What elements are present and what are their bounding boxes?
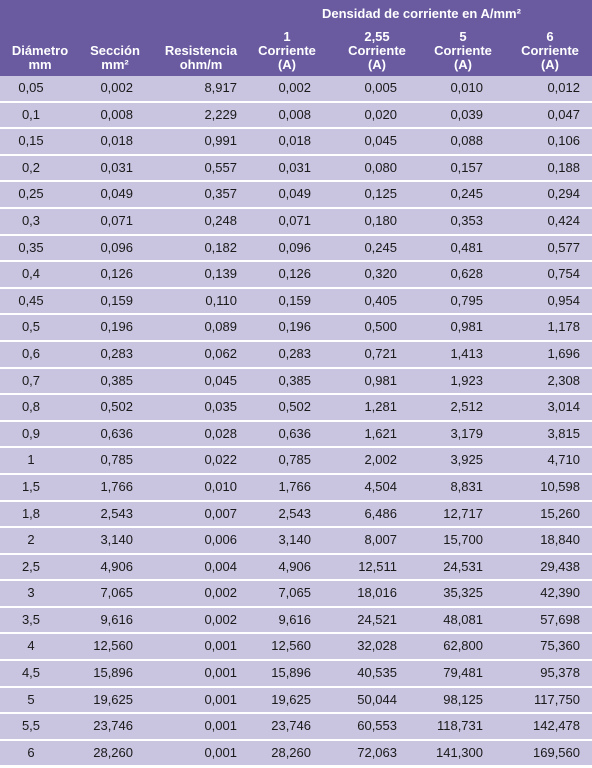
table-row <box>0 608 592 635</box>
table-cell: 0,05 <box>18 80 44 95</box>
header-line: Sección <box>90 43 140 58</box>
table-cell: 0,002 <box>204 611 237 627</box>
table-row <box>0 209 592 236</box>
table-cell: 24,531 <box>443 558 483 574</box>
table-cell: 79,481 <box>443 665 483 681</box>
table-cell: 0,022 <box>204 452 237 468</box>
table-cell: 0,188 <box>547 159 580 175</box>
table-cell: 0,3 <box>21 212 41 228</box>
table-cell: 0,35 <box>18 239 44 255</box>
table-cell: 1,413 <box>450 345 483 361</box>
header-corriente-6 <box>512 20 588 72</box>
header-seccion <box>80 20 150 72</box>
table-cell: 9,616 <box>100 611 133 627</box>
table-cell: 142,478 <box>533 718 580 734</box>
table-cell: 2,308 <box>547 372 580 388</box>
header-corriente-2-55 <box>340 20 414 72</box>
header-corriente-5 <box>426 20 500 72</box>
table-cell: 3,140 <box>278 532 311 548</box>
table-cell: 0,721 <box>364 345 397 361</box>
table-row <box>0 555 592 582</box>
table-cell: 5 <box>27 691 35 707</box>
table-cell: 10,598 <box>540 478 580 494</box>
table-cell: 1 <box>27 452 35 468</box>
table-cell: 4 <box>27 638 35 654</box>
table-cell: 75,360 <box>540 638 580 654</box>
table-cell: 0,245 <box>450 186 483 202</box>
table-cell: 0,039 <box>450 106 483 122</box>
table-cell: 1,621 <box>364 425 397 441</box>
header-corriente-1 <box>252 20 322 72</box>
table-cell: 1,766 <box>100 478 133 494</box>
table-cell: 0,031 <box>278 159 311 175</box>
table-cell: 0,245 <box>364 239 397 255</box>
table-cell: 0,045 <box>364 133 397 149</box>
table-cell: 0,385 <box>100 372 133 388</box>
table-cell: 0,754 <box>547 266 580 282</box>
table-cell: 2,512 <box>450 399 483 415</box>
table-cell: 117,750 <box>533 691 580 707</box>
table-cell: 3 <box>27 585 35 601</box>
table-cell: 1,281 <box>364 399 397 415</box>
table-cell: 0,110 <box>205 292 237 308</box>
table-cell: 0,049 <box>278 186 311 202</box>
header-line: mm² <box>101 57 129 72</box>
table-cell: 0,080 <box>364 159 397 175</box>
header-diametro <box>0 20 80 72</box>
table-cell: 15,896 <box>93 665 133 681</box>
table-cell: 3,815 <box>547 425 580 441</box>
table-cell: 48,081 <box>443 611 483 627</box>
header-line: 6 <box>546 29 554 44</box>
table-cell: 0,353 <box>450 212 483 228</box>
table-cell: 0,001 <box>204 665 237 681</box>
table-cell: 0,010 <box>204 478 237 494</box>
table-cell: 0,071 <box>278 212 311 228</box>
table-cell: 0,182 <box>204 239 237 255</box>
table-cell: 0,954 <box>547 292 580 308</box>
table-cell: 0,010 <box>450 80 483 95</box>
header-line: Corriente <box>434 43 492 58</box>
header-line: (A) <box>453 57 473 72</box>
table-cell: 0,283 <box>278 345 311 361</box>
table-cell: 1,766 <box>278 478 311 494</box>
table-cell: 0,159 <box>278 292 311 308</box>
table-cell: 8,007 <box>364 532 397 548</box>
table-row <box>0 714 592 741</box>
table-cell: 3,925 <box>450 452 483 468</box>
table-cell: 0,096 <box>100 239 133 255</box>
table-cell: 42,390 <box>540 585 580 601</box>
table-row <box>0 76 592 103</box>
header-line: Corriente <box>348 43 406 58</box>
table-cell: 2,5 <box>21 558 41 574</box>
table-cell: 0,283 <box>100 345 133 361</box>
table-cell: 0,981 <box>450 319 483 335</box>
table-cell: 0,159 <box>100 292 133 308</box>
table-cell: 0,481 <box>450 239 483 255</box>
table-cell: 3,140 <box>100 532 133 548</box>
table-cell: 1,178 <box>547 319 580 335</box>
table-cell: 0,785 <box>100 452 133 468</box>
table-row <box>0 369 592 396</box>
table-cell: 72,063 <box>357 744 397 760</box>
header-line: (A) <box>367 57 387 72</box>
table-cell: 98,125 <box>443 691 483 707</box>
table-cell: 0,25 <box>18 186 44 202</box>
table-cell: 0,424 <box>547 212 580 228</box>
table-cell: 12,717 <box>443 505 483 521</box>
table-cell: 0,45 <box>18 292 44 308</box>
table-cell: 0,577 <box>547 239 580 255</box>
table-cell: 2,543 <box>100 505 133 521</box>
table-cell: 0,795 <box>450 292 483 308</box>
table-cell: 0,002 <box>204 585 237 601</box>
table-cell: 0,320 <box>364 266 397 282</box>
table-row <box>0 395 592 422</box>
table-cell: 2 <box>27 532 35 548</box>
table-cell: 0,4 <box>21 266 41 282</box>
table-cell: 0,8 <box>21 399 41 415</box>
table-row <box>0 528 592 555</box>
table-row <box>0 634 592 661</box>
table-cell: 12,511 <box>358 558 397 574</box>
table-cell: 3,014 <box>547 399 580 415</box>
table-cell: 40,535 <box>357 665 397 681</box>
header-resistencia <box>158 20 244 72</box>
header-line: ohm/m <box>179 57 223 72</box>
table-cell: 6,486 <box>364 505 397 521</box>
table-row <box>0 315 592 342</box>
table-cell: 23,746 <box>93 718 133 734</box>
table-cell: 0,157 <box>450 159 483 175</box>
table-row <box>0 448 592 475</box>
table-cell: 0,062 <box>204 345 237 361</box>
table-cell: 0,012 <box>547 80 580 95</box>
table-cell: 0,049 <box>100 186 133 202</box>
table-cell: 0,7 <box>21 372 41 388</box>
table-cell: 1,5 <box>21 478 41 494</box>
table-row <box>0 289 592 316</box>
table-cell: 0,15 <box>18 133 44 149</box>
table-cell: 141,300 <box>436 744 483 760</box>
table-cell: 8,831 <box>450 478 483 494</box>
table-cell: 0,001 <box>204 638 237 654</box>
table-cell: 4,710 <box>547 452 580 468</box>
current-density-super-header: Densidad de corriente en A/mm² <box>322 6 521 21</box>
table-cell: 95,378 <box>540 665 580 681</box>
table-cell: 0,125 <box>364 186 397 202</box>
table-cell: 0,385 <box>278 372 311 388</box>
table-cell: 7,065 <box>278 585 311 601</box>
table-cell: 0,028 <box>204 425 237 441</box>
table-row <box>0 741 592 768</box>
table-cell: 0,020 <box>364 106 397 122</box>
header-line: 2,55 <box>364 29 390 44</box>
table-cell: 0,196 <box>278 319 311 335</box>
header-line: (A) <box>540 57 560 72</box>
table-cell: 62,800 <box>443 638 483 654</box>
table-cell: 0,636 <box>100 425 133 441</box>
table-cell: 28,260 <box>271 744 311 760</box>
table-cell: 0,1 <box>21 106 41 122</box>
table-cell: 28,260 <box>93 744 133 760</box>
table-cell: 0,002 <box>278 80 311 95</box>
table-cell: 0,500 <box>364 319 397 335</box>
table-row <box>0 502 592 529</box>
table-cell: 15,260 <box>540 505 580 521</box>
table-cell: 0,9 <box>21 425 41 441</box>
table-cell: 0,031 <box>100 159 133 175</box>
table-cell: 8,917 <box>204 80 237 95</box>
table-cell: 0,045 <box>204 372 237 388</box>
table-cell: 0,180 <box>364 212 397 228</box>
table-cell: 0,018 <box>278 133 311 149</box>
table-cell: 0,139 <box>204 266 237 282</box>
table-cell: 0,001 <box>204 718 237 734</box>
table-cell: 0,502 <box>278 399 311 415</box>
table-cell: 57,698 <box>540 611 580 627</box>
table-cell: 12,560 <box>93 638 133 654</box>
table-cell: 0,035 <box>204 399 237 415</box>
table-cell: 1,696 <box>547 345 580 361</box>
table-cell: 0,047 <box>547 106 580 122</box>
header-line: (A) <box>277 57 297 72</box>
table-cell: 0,981 <box>364 372 397 388</box>
table-cell: 0,106 <box>547 133 580 149</box>
table-body <box>0 76 592 767</box>
table-cell: 1,8 <box>21 505 41 521</box>
table-cell: 5,5 <box>21 718 41 734</box>
table-cell: 18,840 <box>540 532 580 548</box>
table-cell: 0,089 <box>204 319 237 335</box>
table-cell: 0,018 <box>100 133 133 149</box>
table-cell: 0,5 <box>21 319 41 335</box>
table-cell: 18,016 <box>357 585 397 601</box>
table-cell: 0,405 <box>364 292 397 308</box>
table-cell: 9,616 <box>278 611 311 627</box>
table-cell: 118,731 <box>436 718 483 734</box>
table-cell: 29,438 <box>540 558 580 574</box>
table-cell: 0,991 <box>204 133 237 149</box>
table-cell: 6 <box>27 744 35 760</box>
table-cell: 0,004 <box>204 558 237 574</box>
table-cell: 0,357 <box>204 186 237 202</box>
table-cell: 32,028 <box>357 638 397 654</box>
header-line: Corriente <box>258 43 316 58</box>
table-cell: 0,196 <box>100 319 133 335</box>
table-cell: 0,008 <box>100 106 133 122</box>
table-cell: 19,625 <box>93 691 133 707</box>
header-line: 1 <box>283 29 291 44</box>
table-row <box>0 422 592 449</box>
table-row <box>0 688 592 715</box>
table-row <box>0 661 592 688</box>
table-cell: 15,700 <box>443 532 483 548</box>
table-cell: 15,896 <box>271 665 311 681</box>
table-cell: 0,126 <box>100 266 133 282</box>
table-row <box>0 156 592 183</box>
table-header <box>0 0 592 76</box>
table-cell: 3,5 <box>21 611 41 627</box>
table-row <box>0 129 592 156</box>
table-cell: 4,504 <box>364 478 397 494</box>
table-cell: 0,007 <box>204 505 237 521</box>
table-cell: 0,001 <box>204 691 237 707</box>
table-row <box>0 342 592 369</box>
table-cell: 0,785 <box>278 452 311 468</box>
table-cell: 60,553 <box>357 718 397 734</box>
header-line: Corriente <box>521 43 579 58</box>
table-cell: 0,502 <box>100 399 133 415</box>
header-line: Diámetro <box>11 43 69 58</box>
table-cell: 1,923 <box>450 372 483 388</box>
table-cell: 0,2 <box>21 159 41 175</box>
header-line: mm <box>28 57 52 72</box>
table-cell: 2,543 <box>278 505 311 521</box>
table-row <box>0 581 592 608</box>
table-cell: 0,006 <box>204 532 237 548</box>
table-row <box>0 103 592 130</box>
header-line: 5 <box>459 29 467 44</box>
table-cell: 0,096 <box>278 239 311 255</box>
table-cell: 0,071 <box>100 212 133 228</box>
table-cell: 0,002 <box>100 80 133 95</box>
table-cell: 0,248 <box>204 212 237 228</box>
table-cell: 4,906 <box>278 558 311 574</box>
table-cell: 4,5 <box>21 665 41 681</box>
table-cell: 35,325 <box>443 585 483 601</box>
table-cell: 169,560 <box>533 744 580 760</box>
table-cell: 19,625 <box>271 691 311 707</box>
table-cell: 0,628 <box>450 266 483 282</box>
table-cell: 0,088 <box>450 133 483 149</box>
table-cell: 2,002 <box>364 452 397 468</box>
table-cell: 0,6 <box>21 345 41 361</box>
table-cell: 0,636 <box>278 425 311 441</box>
table-cell: 3,179 <box>450 425 483 441</box>
table-cell: 0,557 <box>204 159 237 175</box>
table-cell: 50,044 <box>357 691 397 707</box>
table-cell: 0,001 <box>204 744 237 760</box>
table-row <box>0 475 592 502</box>
table-cell: 7,065 <box>100 585 133 601</box>
table-cell: 0,294 <box>547 186 580 202</box>
table-cell: 24,521 <box>357 611 397 627</box>
table-cell: 2,229 <box>204 106 237 122</box>
table-cell: 4,906 <box>100 558 133 574</box>
table-cell: 0,126 <box>278 266 311 282</box>
table-row <box>0 182 592 209</box>
table-row <box>0 262 592 289</box>
table-cell: 0,008 <box>278 106 311 122</box>
table-cell: 0,005 <box>364 80 397 95</box>
table-cell: 12,560 <box>271 638 311 654</box>
table-row <box>0 236 592 263</box>
table-cell: 23,746 <box>271 718 311 734</box>
header-line: Resistencia <box>164 43 238 58</box>
